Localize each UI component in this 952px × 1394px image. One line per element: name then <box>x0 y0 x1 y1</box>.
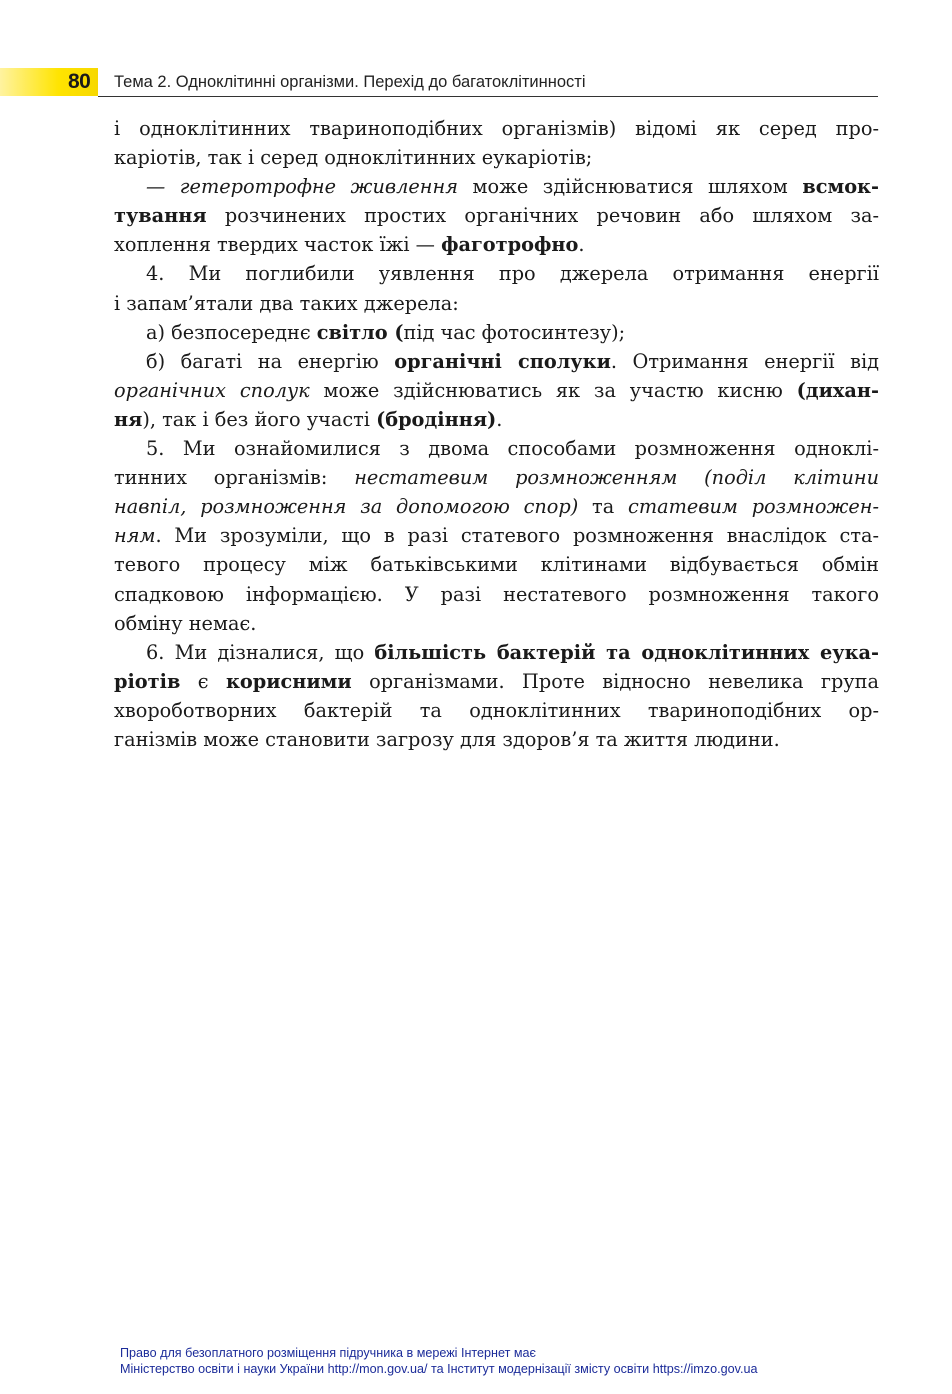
text-line: ганізмів може становити загрозу для здоров’я та життя людини. <box>114 727 780 751</box>
text-line: 4. Ми поглибили уявлення про джерела отримання енергії <box>146 262 879 286</box>
body-text <box>114 114 879 754</box>
text-line: тевого процесу між батьківськими клітинами відбувається обмін <box>114 553 879 577</box>
page-header <box>0 68 878 98</box>
header-rule <box>98 96 878 97</box>
text-line: хоплення твердих часток їжі — фаготрофно. <box>114 233 585 257</box>
page-number: 80 <box>68 70 91 93</box>
text-line: тинних організмів: нестатевим розмноженням (поділ клітини <box>114 466 879 490</box>
license-footer <box>120 1345 757 1377</box>
text-line: хвороботворних бактерій та одноклітинних твариноподібних ор- <box>114 698 879 722</box>
text-line: навпіл, розмноження за допомогою спор) та статевим розмножен- <box>114 495 879 519</box>
text-line: — гетеротрофне живлення може здійснюватися шляхом всмок- <box>146 175 879 199</box>
footer-line: Право для безоплатного розміщення підручника в мережі Інтернет має <box>120 1346 536 1360</box>
text-line: 6. Ми дізналися, що більшість бактерій та одноклітинних еука- <box>146 640 879 664</box>
text-line: ням. Ми зрозуміли, що в разі статевого розмноження внаслідок ста- <box>114 524 879 548</box>
text-line: ня), так і без його участі (бродіння). <box>114 407 503 431</box>
text-line: органічних сполук може здійснюватись як за участю кисню (дихан- <box>114 378 879 402</box>
text-line: обміну немає. <box>114 611 257 635</box>
footer-line: Міністерство освіти і науки України http://mon.gov.ua/ та Інститут модернізації змісту освіти https://imzo.gov.ua <box>120 1362 758 1376</box>
text-line: каріотів, так і серед одноклітинних еукаріотів; <box>114 146 593 170</box>
text-line: а) безпосереднє світло (під час фотосинтезу); <box>146 320 626 344</box>
text-line: і одноклітинних твариноподібних організмів) відомі як серед про- <box>114 117 879 140</box>
text-line: спадковою інформацією. У разі нестатевого розмноження такого <box>114 582 879 606</box>
running-title: Тема 2. Одноклітинні організми. Перехід до багатоклітинності <box>114 73 586 91</box>
text-line: і запам’ятали два таких джерела: <box>114 291 459 315</box>
text-line: 5. Ми ознайомилися з двома способами розмноження одноклі- <box>146 437 879 461</box>
text-line: тування розчинених простих органічних речовин або шляхом за- <box>114 204 879 228</box>
text-line: б) багаті на енергію органічні сполуки. Отримання енергії від <box>146 349 879 373</box>
text-line: ріотів є корисними організмами. Проте відносно невелика група <box>114 669 879 693</box>
